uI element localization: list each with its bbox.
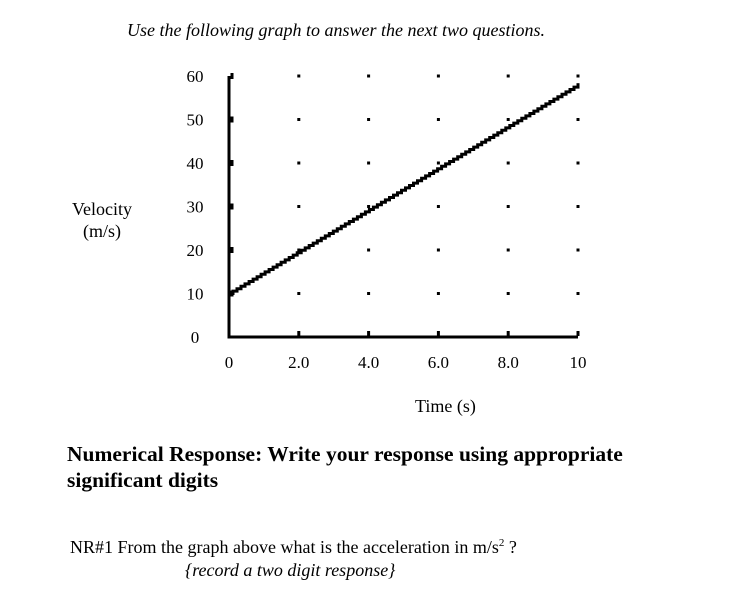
y-tick-mark <box>231 73 234 79</box>
x-tick-mark <box>577 331 580 336</box>
y-tick-label: 0 <box>190 328 200 347</box>
x-tick-label: 10 <box>569 353 587 372</box>
grid-dot <box>437 118 440 121</box>
grid-dot <box>297 162 300 165</box>
series-line <box>229 85 578 294</box>
y-tick-label: 20 <box>186 241 204 260</box>
grid-dot <box>507 292 510 295</box>
x-tick-label: 2.0 <box>288 353 310 372</box>
nr1-question <box>70 537 517 558</box>
instruction-text: Use the following graph to answer the next two questions. <box>127 20 545 40</box>
nr1-question-text: NR#1 From the graph above what is the acceleration in m/s <box>70 537 499 557</box>
grid-dot <box>367 205 370 208</box>
y-tick-label: 40 <box>186 154 204 173</box>
grid-dot <box>367 162 370 165</box>
y-tick-label: 10 <box>186 284 204 304</box>
x-tick-label: 0 <box>224 353 234 372</box>
x-tick-mark <box>297 331 300 336</box>
numerical-response-heading: Numerical Response: Write your response using appropriate significant digits <box>67 442 623 492</box>
y-axis-label-line-1: Velocity <box>72 199 132 219</box>
grid-dot <box>507 205 510 208</box>
grid-dot <box>577 205 580 208</box>
series-endpoint <box>577 83 580 86</box>
y-tick-label: 30 <box>186 197 204 217</box>
grid-dot <box>437 292 440 295</box>
y-tick-mark <box>231 160 234 166</box>
grid-dot <box>297 118 300 121</box>
series-endpoint <box>228 292 231 295</box>
grid-dot <box>437 75 440 78</box>
grid-dot <box>437 249 440 252</box>
grid-dot <box>507 249 510 252</box>
grid-dot <box>437 162 440 165</box>
grid-dot <box>297 75 300 78</box>
x-tick-label: 8.0 <box>497 353 519 372</box>
grid-dot <box>367 249 370 252</box>
grid-dot <box>437 205 440 208</box>
grid-dot <box>507 118 510 121</box>
nr1-hint: {record a two digit response} <box>185 560 396 580</box>
y-axis-label-line-2: (m/s) <box>83 221 121 241</box>
y-tick-mark <box>231 117 234 123</box>
x-tick-mark <box>367 331 370 336</box>
x-tick-mark <box>437 331 440 336</box>
nr1-question-end: ? <box>504 537 517 557</box>
grid-dot <box>297 205 300 208</box>
nr1-unit-exponent: 2 <box>498 537 505 549</box>
y-tick-mark <box>231 247 234 253</box>
grid-dot <box>577 118 580 121</box>
grid-dot <box>577 249 580 252</box>
x-axis-label: Time (s) <box>415 396 476 416</box>
grid-dot <box>577 162 580 165</box>
grid-dot <box>577 75 580 78</box>
y-tick-mark <box>231 204 234 210</box>
grid-dot <box>297 292 300 295</box>
x-tick-mark <box>507 331 510 336</box>
x-tick-label: 6.0 <box>427 353 450 372</box>
x-tick-label: 4.0 <box>357 353 380 372</box>
grid-dot <box>507 75 510 78</box>
grid-dot <box>507 162 510 165</box>
grid-dot <box>367 118 370 121</box>
y-tick-label: 60 <box>186 67 204 86</box>
grid-dot <box>367 292 370 295</box>
grid-dot <box>577 292 580 295</box>
y-tick-label: 50 <box>186 110 204 130</box>
grid-dot <box>367 75 370 78</box>
